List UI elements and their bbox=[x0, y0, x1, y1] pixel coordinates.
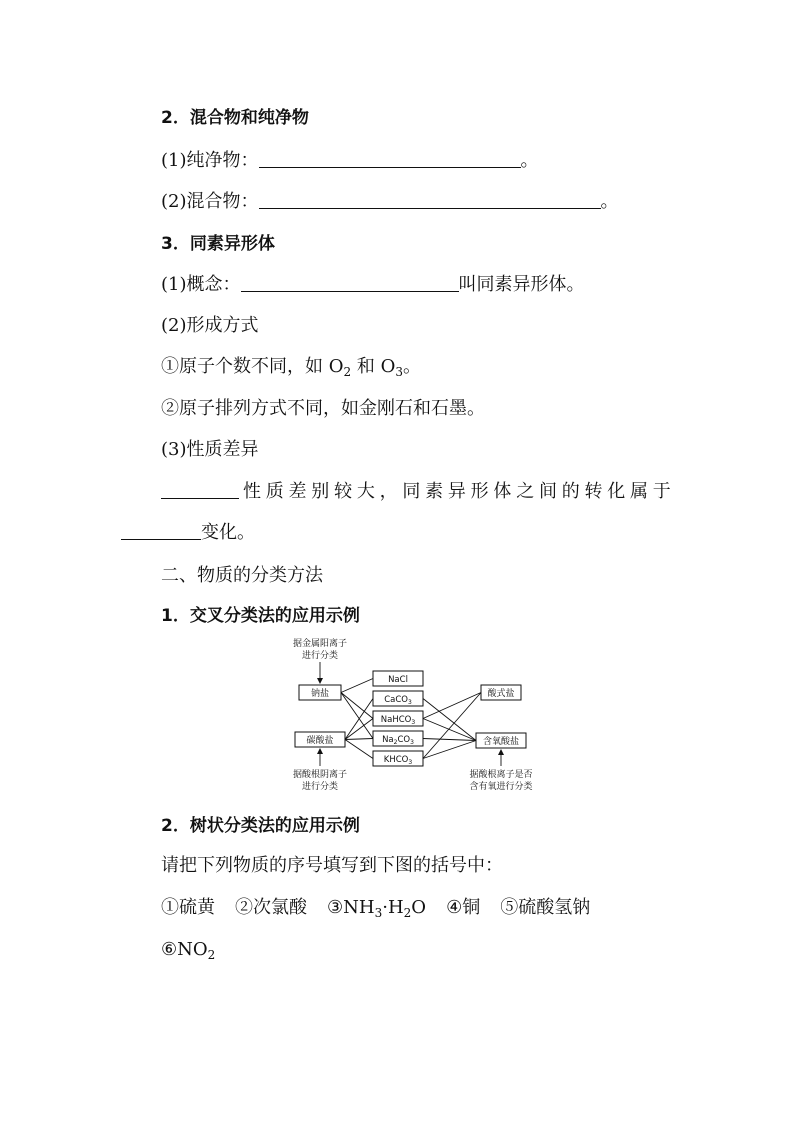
property-char: ， bbox=[379, 481, 398, 502]
cross-classification-diagram bbox=[283, 634, 553, 798]
connector-line bbox=[423, 719, 476, 741]
item-4: ④铜 bbox=[446, 897, 481, 918]
item-2: ②次氯酸 bbox=[235, 897, 307, 918]
property-char: 质 bbox=[265, 481, 284, 502]
connector-line bbox=[423, 699, 476, 741]
property-char: 属 bbox=[630, 481, 649, 502]
part-heading-classification: 二、物质的分类方法 bbox=[161, 565, 323, 586]
property-blank-2[interactable] bbox=[121, 521, 201, 540]
connector-line bbox=[341, 693, 373, 739]
section-heading-mixtures: 2．混合物和纯净物 bbox=[161, 108, 309, 128]
pure-substance-blank[interactable] bbox=[259, 149, 521, 168]
way1-sub: 3 bbox=[395, 365, 403, 379]
property-char: 于 bbox=[652, 481, 671, 502]
salt-formula: $Na_2CO_3$ bbox=[382, 735, 414, 746]
property-char: 大 bbox=[356, 481, 375, 502]
concept-label: (1)概念： bbox=[161, 274, 241, 295]
property-end: 变化。 bbox=[201, 522, 255, 543]
salt-formula: NaCl bbox=[388, 675, 408, 685]
connector-line bbox=[423, 739, 476, 741]
right-box2-label: 含氧酸盐 bbox=[482, 737, 520, 747]
left-box-sodium-salt bbox=[299, 685, 341, 700]
substance-list bbox=[161, 896, 590, 920]
bottom-right-note-line2: 含有氧进行分类 bbox=[469, 782, 533, 792]
bottom-left-note-line2: 进行分类 bbox=[301, 782, 339, 792]
pure-substance-line bbox=[161, 149, 539, 173]
arrow-head bbox=[498, 749, 504, 755]
end-punct: 。 bbox=[600, 191, 619, 212]
cross-classification-heading: 1．交叉分类法的应用示例 bbox=[161, 606, 360, 626]
concept-suffix: 叫同素异形体。 bbox=[458, 274, 585, 295]
item-1: ①硫黄 bbox=[161, 897, 215, 918]
property-blank-1[interactable] bbox=[161, 480, 239, 499]
connector-line bbox=[345, 739, 373, 740]
property-line-1 bbox=[161, 480, 671, 504]
property-char: 较 bbox=[334, 481, 353, 502]
property-char: 间 bbox=[538, 481, 557, 502]
property-char: 同 bbox=[402, 481, 421, 502]
property-label: (3)性质差异 bbox=[161, 439, 259, 460]
pure-substance-label: (1)纯净物： bbox=[161, 150, 259, 171]
way1-end: 。 bbox=[402, 356, 421, 377]
section-heading-allotropes: 3．同素异形体 bbox=[161, 234, 275, 254]
property-char: 异 bbox=[447, 481, 466, 502]
way1-mid: 和 O bbox=[351, 356, 396, 377]
left-box2-label: 碳酸盐 bbox=[306, 736, 334, 746]
property-text bbox=[243, 480, 671, 504]
mixture-line bbox=[161, 190, 619, 214]
property-char: 转 bbox=[584, 481, 603, 502]
bottom-left-note-line1: 据酸根阴离子 bbox=[292, 770, 348, 780]
top-note-line2: 进行分类 bbox=[301, 651, 339, 661]
property-char: 形 bbox=[470, 481, 489, 502]
salt-formula: $KHCO_3$ bbox=[383, 755, 413, 766]
item-6 bbox=[161, 938, 215, 962]
concept-blank[interactable] bbox=[241, 273, 459, 292]
bottom-right-note-line1: 据酸根离子是否 bbox=[469, 770, 533, 780]
concept-line bbox=[161, 273, 585, 297]
left-box-carbonate bbox=[295, 732, 345, 747]
right-box1-label: 酸式盐 bbox=[487, 689, 515, 699]
salt-formula: NaHCO$_3$ bbox=[380, 715, 416, 726]
item-3: $③NH_3\cdot H_2O$ bbox=[327, 897, 427, 920]
property-char: 的 bbox=[561, 481, 580, 502]
tree-classification-heading: 2．树状分类法的应用示例 bbox=[161, 816, 360, 836]
item6-sub: 2 bbox=[207, 948, 216, 962]
item-5: ⑤硫酸氢钠 bbox=[500, 897, 591, 918]
salt-formula: CaCO$_3$ bbox=[384, 695, 412, 706]
connector-line bbox=[341, 679, 373, 693]
way1-text: ①原子个数不同，如 O bbox=[161, 356, 344, 377]
top-note-line1: 据金属阳离子 bbox=[292, 639, 348, 649]
mixture-label: (2)混合物： bbox=[161, 191, 259, 212]
connector-line bbox=[345, 740, 373, 759]
property-char: 化 bbox=[607, 481, 626, 502]
right-box-acid-salt bbox=[481, 685, 521, 700]
connector-line bbox=[345, 719, 373, 740]
arrow-head bbox=[317, 678, 323, 684]
way1-sub: 2 bbox=[343, 365, 352, 379]
end-punct: 。 bbox=[520, 150, 539, 171]
formation-label: (2)形成方式 bbox=[161, 315, 259, 336]
right-box-oxyacid-salt bbox=[476, 733, 526, 748]
property-line-2 bbox=[121, 521, 255, 545]
property-char: 差 bbox=[288, 481, 307, 502]
formation-way-2: ②原子排列方式不同，如金刚石和石墨。 bbox=[161, 398, 485, 419]
property-char: 别 bbox=[311, 481, 330, 502]
salt-boxes bbox=[373, 671, 423, 766]
property-char: 素 bbox=[425, 481, 444, 502]
arrow-head bbox=[317, 748, 323, 754]
tree-instruction: 请把下列物质的序号填写到下图的括号中： bbox=[161, 855, 503, 876]
formation-way-1 bbox=[161, 355, 421, 379]
mixture-blank[interactable] bbox=[259, 190, 601, 209]
item6-text: ⑥NO bbox=[161, 939, 208, 960]
property-char: 之 bbox=[516, 481, 535, 502]
property-char: 体 bbox=[493, 481, 512, 502]
property-char: 性 bbox=[243, 481, 261, 502]
left-box1-label: 钠盐 bbox=[310, 689, 330, 699]
